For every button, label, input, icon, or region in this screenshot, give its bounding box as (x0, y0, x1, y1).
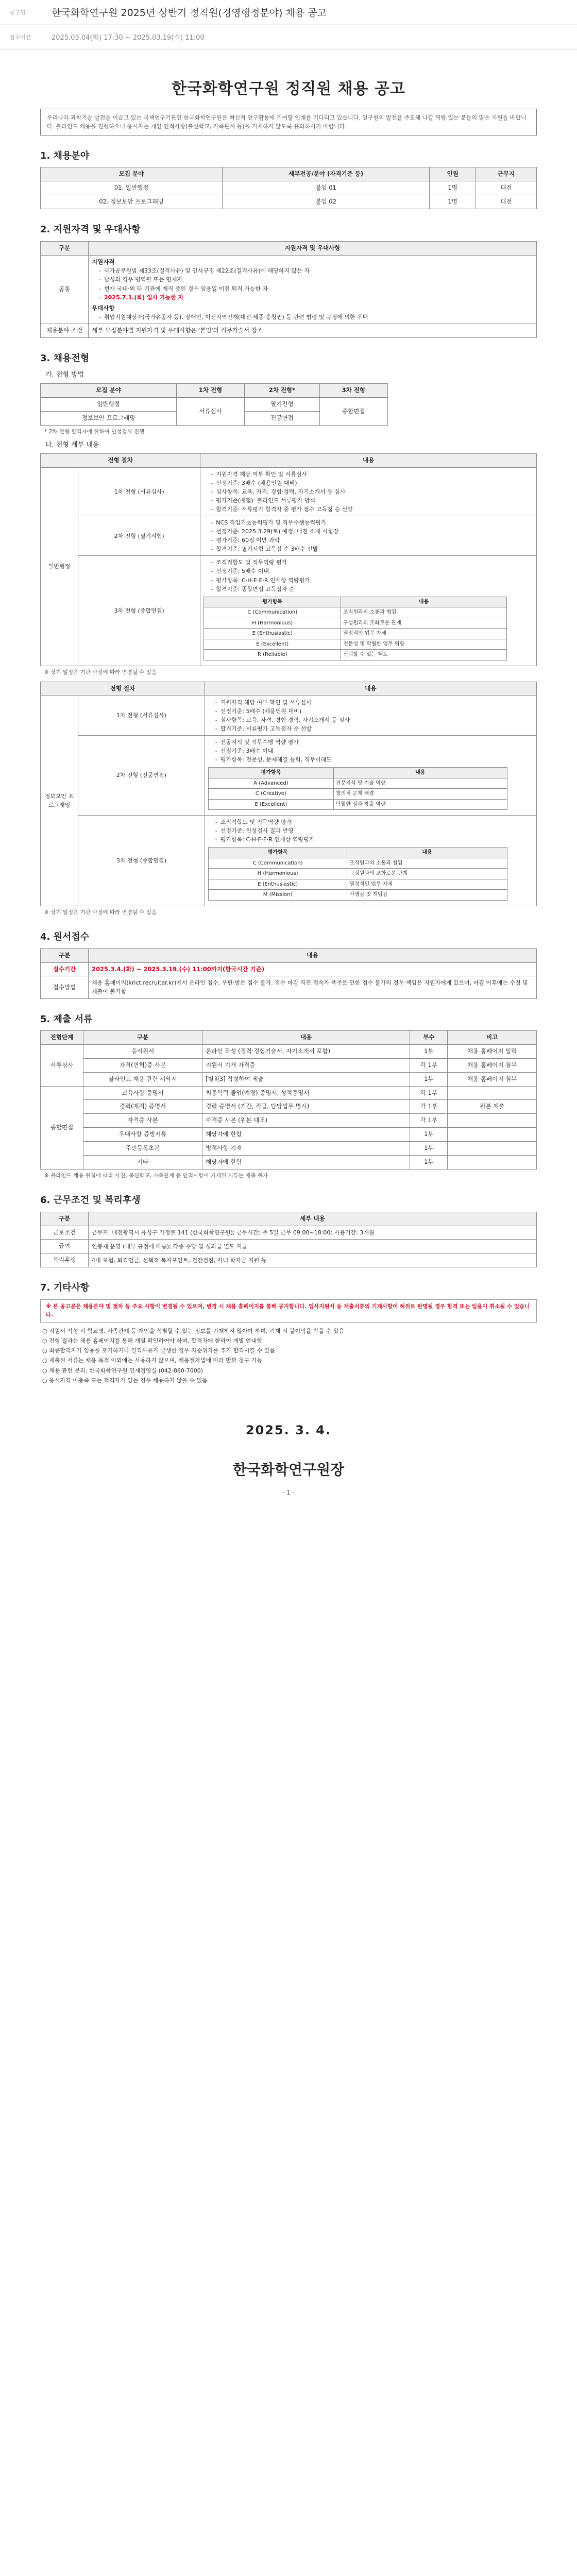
evaluation-desc: 신뢰할 수 있는 태도 (341, 650, 507, 660)
evaluation-header-row (204, 597, 507, 607)
table-row (41, 1155, 537, 1169)
method-stage-3: 종합면접 (319, 398, 387, 426)
table-row (41, 1240, 537, 1253)
app-period-label: 접수기간 (41, 962, 89, 976)
etc-item-text: 지원서 작성 시 학교명, 가족관계 등 개인을 식별할 수 있는 정보를 기재하지 않아야 하며, 기재 시 불이익을 받을 수 있음 (49, 1328, 344, 1335)
section-5-heading: 5. 제출 서류 (40, 1013, 93, 1025)
evaluation-row (204, 629, 507, 639)
doc-type: 블라인드 채용 관련 서약서 (83, 1072, 202, 1086)
stage-group-label: 정보보안 프로그래밍 (41, 696, 78, 906)
evaluation-row (204, 650, 507, 660)
section-3-heading: 3. 채용전형 (40, 353, 90, 364)
evaluation-row (204, 639, 507, 650)
detail-header-content: 내용 (200, 454, 537, 468)
evaluation-row (208, 869, 507, 879)
method-stage-1: 서류심사 (177, 398, 245, 426)
page-number: - 1 - (282, 1489, 295, 1497)
field-cell: 1명 (430, 195, 476, 209)
evaluation-desc: 구성원과의 조화로운 관계 (341, 618, 507, 629)
table-row (41, 195, 537, 209)
stage-item: - 평가항목: C·H·E·E·R 인재상 역량평가 (215, 835, 533, 844)
field-cell: 1명 (430, 181, 476, 195)
meta-title-row (0, 0, 577, 25)
evaluation-item: H (Harmonious) (204, 618, 341, 629)
meta-title-value: 한국화학연구원 2025년 상반기 정직원(경영행정분야) 채용 공고 (52, 7, 327, 19)
table-row (41, 1072, 537, 1086)
evaluation-header-row (208, 848, 507, 858)
evaluation-row (208, 858, 507, 869)
evaluation-item: E (Enthusiastic) (208, 879, 347, 890)
doc-desc: 해당자에 한함 (202, 1128, 410, 1142)
evaluation-header: 평가항목 (208, 768, 333, 778)
stage-item: - 선정기준: 2025.3.29(토) 예정, 대전 소재 시험장 (211, 527, 533, 536)
app-method-label: 접수방법 (41, 976, 89, 998)
doc-count: 1부 (410, 1072, 448, 1086)
stage-name: 3차 전형 (종합면접) (78, 556, 200, 666)
table-row (41, 1100, 537, 1114)
doc-title: 한국화학연구원 정직원 채용 공고 (171, 80, 406, 98)
stage-item: - 평가기준(배점): 블라인드 서류평가 방식 (211, 496, 533, 505)
app-method-text: 채용 홈페이지(krict.recruiter.kr)에서 온라인 접수, 우편·방문 접수 불가. 접수 마감 직전 접속자 폭주로 인한 접수 불가의 경우 책임은 지원자에게 있으며, 마감 이후에는 수정 및 제출이 불가함 (89, 976, 537, 998)
doc-header-1: 구분 (83, 1031, 202, 1045)
stage-item: - 선정기준: 인성검사 결과 반영 (215, 826, 533, 835)
admin-detail-note: ※ 상기 일정은 기관 사정에 따라 변경될 수 있음 (44, 669, 157, 675)
evaluation-header-row (208, 768, 507, 778)
doc-remark (448, 1141, 537, 1155)
doc-count: 각 1부 (410, 1114, 448, 1128)
selection-method-subheading: 가. 전형 방법 (45, 371, 84, 379)
section-1-heading: 1. 채용분야 (40, 150, 90, 161)
qual-common-cell (89, 255, 537, 324)
condition-detail: 4대 보험, 퇴직연금, 선택적 복지포인트, 건강검진, 자녀 학자금 지원 등 (89, 1253, 537, 1267)
selection-detail-subheading: 나. 전형 세부 내용 (45, 441, 99, 449)
qual-title: 지원자격 (92, 258, 115, 265)
meta-period-row (0, 25, 577, 49)
evaluation-row (208, 879, 507, 890)
stage-items (208, 698, 533, 733)
evaluation-item: E (Excellent) (208, 799, 333, 810)
doc-remark: 채용 홈페이지 입력 (448, 1045, 537, 1059)
section-4-heading: 4. 원서접수 (40, 931, 90, 942)
selection-detail-admin-table (40, 453, 537, 666)
evaluation-row (208, 778, 507, 789)
stage-item: - 평가기준: 60점 미만 과락 (211, 536, 533, 545)
field-cell: 붙임 01 (223, 181, 430, 195)
stage-row (41, 556, 537, 666)
method-field-2: 정보보안 프로그래밍 (41, 411, 177, 425)
evaluation-row (204, 607, 507, 618)
documents-table (40, 1030, 537, 1169)
evaluation-table (208, 767, 507, 810)
selection-detail-security-table (40, 682, 537, 906)
field-header-0: 모집 분야 (41, 167, 223, 181)
security-detail-note: ※ 상기 일정은 기관 사정에 따라 변경될 수 있음 (44, 909, 157, 916)
doc-stage-label: 서류심사 (41, 1045, 83, 1086)
field-header-1: 세부전공/분야 (자격기준 등) (223, 167, 430, 181)
doc-desc: 온라인 작성 (경력·경험기술서, 자기소개서 포함) (202, 1045, 410, 1059)
doc-remark (448, 1114, 537, 1128)
qual-field-label: 채용분야 조건 (41, 324, 89, 338)
stage-group-label: 일반행정 (41, 467, 78, 666)
meta-title-label: 공고명 (9, 9, 26, 16)
etc-item-text: 응시자격 미충족 또는 적격자가 없는 경우 채용하지 않을 수 있음 (49, 1377, 208, 1384)
table-row (41, 1128, 537, 1142)
section-7-heading: 7. 기타사항 (40, 1282, 90, 1293)
table-row (41, 1045, 537, 1059)
method-stage-2b: 전공면접 (245, 411, 320, 425)
selection-method-note: * 2차 전형 합격자에 한하여 인성검사 진행 (44, 428, 145, 435)
condition-detail: 근무지: 대전광역시 유성구 가정로 141 (한국화학연구원); 근무시간: 주 5일 근무 09:00~18:00; 시용기간: 3개월 (89, 1226, 537, 1240)
etc-warning-box (40, 1299, 537, 1323)
stage-item: - 조직적합도 및 직무역량 평가 (215, 818, 533, 826)
qual-header-content: 지원자격 및 우대사항 (89, 241, 537, 255)
stage-items (203, 518, 533, 553)
field-header-3: 근무지 (476, 167, 536, 181)
evaluation-desc: 전문지식 및 기술 역량 (333, 778, 507, 789)
qual-item: - 현재 국내·외 타 기관에 재직 중인 경우 임용일 이전 퇴직 가능한 자 (99, 284, 533, 293)
notice-meta-header (0, 0, 577, 50)
doc-desc: 자격증 사본 (원본 대조) (202, 1114, 410, 1128)
stage-items (208, 818, 533, 844)
evaluation-row (208, 890, 507, 901)
stage-content (205, 735, 536, 815)
detail-header-stage: 전형 절차 (41, 454, 200, 468)
evaluation-desc: 조직원과의 소통과 협업 (347, 858, 507, 869)
method-header-2: 2차 전형* (245, 384, 320, 398)
stage-content (205, 696, 536, 735)
field-cell: 01. 일반행정 (41, 181, 223, 195)
stage-item: - 합격기준: 필기시험 고득점 순 3배수 선발 (211, 545, 533, 553)
evaluation-item: A (Advanced) (208, 778, 333, 789)
etc-item: ○ 지원서 작성 시 학교명, 가족관계 등 개인을 식별할 수 있는 정보를 기재하지 않아야 하며, 기재 시 불이익을 받을 수 있음 (42, 1328, 344, 1335)
doc-header-4: 비고 (448, 1031, 537, 1045)
stage-item: - 합격기준: 종합면접 고득점자 순 (211, 585, 533, 594)
evaluation-row (204, 618, 507, 629)
table-row (41, 1253, 537, 1267)
stage-item: - 전공지식 및 직무수행 역량 평가 (215, 738, 533, 747)
issuer-signature: 한국화학연구원장 (232, 1461, 345, 1478)
doc-type: 주민등록초본 (83, 1141, 202, 1155)
doc-desc: 해당자에 한함 (202, 1155, 410, 1169)
field-header-2: 인원 (430, 167, 476, 181)
field-cell: 대전 (476, 181, 536, 195)
stage-item: - 조직적합도 및 직무역량 평가 (211, 558, 533, 567)
evaluation-header: 평가항목 (204, 597, 341, 607)
evaluation-desc: 구성원과의 조화로운 관계 (347, 869, 507, 879)
evaluation-desc: 전문성 및 탁월한 업무 역량 (341, 639, 507, 650)
etc-item: ○ 채용 관련 문의: 한국화학연구원 인재경영실 (042-860-7000) (42, 1367, 203, 1374)
pref-items (92, 313, 533, 321)
condition-detail: 연봉제 운영 (내부 규정에 따름); 각종 수당 및 성과급 별도 지급 (89, 1240, 537, 1253)
etc-item: ○ 제출된 서류는 채용 목적 이외에는 사용하지 않으며, 채용절차법에 따라 반환 청구 가능 (42, 1357, 262, 1364)
stage-row (41, 467, 537, 516)
etc-items (40, 1327, 537, 1384)
field-cell: 02. 정보보안 프로그래밍 (41, 195, 223, 209)
table-row (41, 1141, 537, 1155)
doc-header-2: 내용 (202, 1031, 410, 1045)
documents-note: ※ 블라인드 채용 원칙에 따라 사진, 출신학교, 가족관계 등 인적사항이 기재된 서류는 제출 불가 (44, 1172, 268, 1179)
table-row (41, 181, 537, 195)
section-6-heading: 6. 근무조건 및 복리후생 (40, 1194, 141, 1206)
doc-type: 교육사항 증명서 (83, 1086, 202, 1100)
stage-content (200, 467, 537, 516)
evaluation-table (208, 847, 507, 901)
doc-header-3: 부수 (410, 1031, 448, 1045)
stage-content (200, 516, 537, 556)
stage-row (41, 816, 537, 906)
doc-count: 1부 (410, 1141, 448, 1155)
evaluation-desc: 열정적인 업무 자세 (341, 629, 507, 639)
app-header-content: 내용 (89, 948, 537, 962)
evaluation-item: C (Creative) (208, 789, 333, 800)
evaluation-header: 내용 (333, 768, 507, 778)
qual-item: - 남성의 경우 병역필 또는 면제자 (99, 275, 533, 284)
stage-item: - 심사항목: 교육, 자격, 경험·경력, 자기소개서 등 심사 (215, 716, 533, 724)
etc-item-text: 최종합격자가 임용을 포기하거나 결격사유가 발생한 경우 차순위자를 추가 합격시킬 수 있음 (49, 1347, 275, 1354)
qual-items (92, 266, 533, 293)
notice-date: 2025. 3. 4. (245, 1422, 332, 1437)
evaluation-item: E (Excellent) (204, 639, 341, 650)
application-table (40, 948, 537, 999)
evaluation-row (208, 789, 507, 800)
evaluation-desc: 창의적 문제 해결 (333, 789, 507, 800)
doc-header-0: 전형단계 (41, 1031, 83, 1045)
qual-common-label: 공통 (41, 255, 89, 324)
doc-type: 응시원서 (83, 1045, 202, 1059)
stage-row (41, 516, 537, 556)
stage-item: - 합격기준: 서류평가 고득점자 순 선발 (215, 724, 533, 733)
stage-items (203, 558, 533, 593)
section-2-heading: 2. 지원자격 및 우대사항 (40, 224, 141, 235)
qualification-table (40, 241, 537, 338)
evaluation-desc: 조직원과의 소통과 협업 (341, 607, 507, 618)
table-row (41, 1114, 537, 1128)
doc-count: 1부 (410, 1155, 448, 1169)
doc-count: 1부 (410, 1045, 448, 1059)
stage-item: - 합격기준: 서류평가 합격자 중 평가 점수 고득점 순 선발 (211, 505, 533, 514)
etc-item-text: 채용 관련 문의: 한국화학연구원 인재경영실 (042-860-7000) (49, 1367, 203, 1374)
evaluation-desc: 탁월한 성과 창출 역량 (333, 799, 507, 810)
notice-document (40, 77, 537, 1498)
field-cell: 붙임 02 (223, 195, 430, 209)
doc-remark (448, 1086, 537, 1100)
conditions-table (40, 1212, 537, 1267)
evaluation-item: H (Harmonious) (208, 869, 347, 879)
stage-name: 1차 전형 (서류심사) (78, 467, 200, 516)
meta-period-label: 접수기간 (9, 33, 31, 41)
cond-header-type: 구분 (41, 1212, 89, 1226)
condition-type: 근로조건 (41, 1226, 89, 1240)
method-header-3: 3차 전형 (319, 384, 387, 398)
evaluation-row (208, 799, 507, 810)
stage-items (208, 738, 533, 764)
stage-row (41, 696, 537, 735)
etc-item-text: 전형 결과는 채용 홈페이지를 통해 개별 확인하여야 하며, 합격자에 한하여 개별 안내함 (49, 1337, 262, 1345)
qual-highlight: 2025.7.1.(화) 입사 가능한 자 (104, 294, 184, 301)
detail-header-stage-2: 전형 절차 (41, 682, 205, 696)
doc-type: 우대사항 증빙서류 (83, 1128, 202, 1142)
doc-desc: 최종학력 졸업(예정) 증명서, 성적증명서 (202, 1086, 410, 1100)
stage-item: - 선정기준: 3배수 (채용인원 대비) (211, 479, 533, 487)
field-cell: 대전 (476, 195, 536, 209)
evaluation-table (203, 597, 507, 660)
etc-item: ○ 응시자격 미충족 또는 적격자가 없는 경우 채용하지 않을 수 있음 (42, 1377, 208, 1384)
evaluation-item: C (Communication) (204, 607, 341, 618)
pref-title: 우대사항 (92, 304, 115, 312)
app-header-type: 구분 (41, 948, 89, 962)
table-row (41, 1086, 537, 1100)
stage-item: - NCS 직업기초능력평가 및 직무수행능력평가 (211, 518, 533, 527)
evaluation-item: C (Communication) (208, 858, 347, 869)
doc-desc: 경력 증명서 (기간, 직급, 담당업무 명시) (202, 1100, 410, 1114)
evaluation-item: M (Mission) (208, 890, 347, 901)
doc-type: 경력(재직) 증명서 (83, 1100, 202, 1114)
method-header-0: 모집 분야 (41, 384, 177, 398)
stage-row (41, 735, 537, 815)
selection-method-table (40, 383, 388, 425)
etc-item: ○ 최종합격자가 임용을 포기하거나 결격사유가 발생한 경우 차순위자를 추가 합격시킬 수 있음 (42, 1347, 275, 1354)
table-row (41, 1226, 537, 1240)
qual-field-text: 세부 모집분야별 지원자격 및 우대사항은 '붙임'의 직무기술서 참조 (89, 324, 537, 338)
evaluation-item: R (Reliable) (204, 650, 341, 660)
doc-count: 1부 (410, 1128, 448, 1142)
doc-remark (448, 1128, 537, 1142)
stage-name: 1차 전형 (서류심사) (78, 696, 205, 735)
condition-type: 복리후생 (41, 1253, 89, 1267)
cond-header-content: 세부 내용 (89, 1212, 537, 1226)
doc-count: 각 1부 (410, 1086, 448, 1100)
doc-stage-label: 종합면접 (41, 1086, 83, 1169)
method-stage-2a: 필기전형 (245, 398, 320, 412)
pref-item: - 취업지원대상자(국가유공자 등), 장애인, 이전지역인재(대전·세종·충청권) 등 관련 법령 및 규정에 의한 우대 (99, 313, 533, 321)
qual-header-type: 구분 (41, 241, 89, 255)
stage-name: 3차 전형 (종합면접) (78, 816, 205, 906)
etc-item-text: 제출된 서류는 채용 목적 이외에는 사용하지 않으며, 채용절차법에 따라 반환 청구 가능 (49, 1357, 262, 1364)
doc-desc: 병적사항 기재 (202, 1141, 410, 1155)
doc-desc: 지원서 기재 자격증 (202, 1059, 410, 1073)
etc-warning-text: ※ 본 공고문은 채용분야 및 절차 등 주요 사항이 변경될 수 있으며, 변경 시 채용 홈페이지를 통해 공지합니다. 입사지원서 등 제출서류의 기재사항이 허위로 판명될 경우 합격 또는 임용이 취소될 수 있습니다. (46, 1303, 530, 1318)
stage-item: - 선정기준: 5배수 (채용인원 대비) (215, 707, 533, 716)
doc-remark: 원본 제출 (448, 1100, 537, 1114)
meta-period-value: 2025.03.04(화) 17:30 ~ 2025.03.19(수) 11:00 (52, 34, 205, 42)
stage-item: - 평가항목: C·H·E·E·R 인재상 역량평가 (211, 576, 533, 585)
condition-type: 급여 (41, 1240, 89, 1253)
doc-intro: 우리나라 과학기술 발전을 이끌고 있는 국책연구기관인 한국화학연구원은 혁신적 연구활동에 기여할 인재를 기다리고 있습니다. 연구원의 발전을 주도해 나갈 역량 있는 분들의 많은 지원을 바랍니다. 블라인드 채용을 진행하오니 응시자는 개인 인적사항(출신학교, 가족관계 등)을 기재하지 않도록 유의하시기 바랍니다. (40, 109, 537, 135)
doc-count: 각 1부 (410, 1100, 448, 1114)
stage-content (205, 816, 536, 906)
stage-item: - 선정기준: 3배수 이내 (215, 747, 533, 755)
stage-item: - 선정기준: 5배수 이내 (211, 567, 533, 575)
qual-item: - 국가공무원법 제33조(결격사유) 및 인사규정 제22조(결격사유)에 해당하지 않는 자 (99, 266, 533, 275)
stage-name: 2차 전형 (필기시험) (78, 516, 200, 556)
stage-item: - 지원자격 해당 여부 확인 및 서류심사 (211, 470, 533, 479)
method-field-1: 일반행정 (41, 398, 177, 412)
evaluation-desc: 열정적인 업무 자세 (347, 879, 507, 890)
stage-items (203, 470, 533, 514)
detail-header-content-2: 내용 (205, 682, 536, 696)
evaluation-header: 평가항목 (208, 848, 347, 858)
table-row (41, 1059, 537, 1073)
doc-type: 자격(면허)증 사본 (83, 1059, 202, 1073)
evaluation-header: 내용 (341, 597, 507, 607)
stage-name: 2차 전형 (전공면접) (78, 735, 205, 815)
doc-count: 각 1부 (410, 1059, 448, 1073)
evaluation-header: 내용 (347, 848, 507, 858)
stage-item: - 지원자격 해당 여부 확인 및 서류심사 (215, 698, 533, 707)
method-header-1: 1차 전형 (177, 384, 245, 398)
doc-type: 기타 (83, 1155, 202, 1169)
doc-type: 자격증 사본 (83, 1114, 202, 1128)
doc-desc: [별첨3] 작성하여 제출 (202, 1072, 410, 1086)
etc-item: ○ 전형 결과는 채용 홈페이지를 통해 개별 확인하여야 하며, 합격자에 한하여 개별 안내함 (42, 1337, 262, 1345)
app-period-text: 2025.3.4.(화) ~ 2025.3.19.(수) 11:00까지(한국시간 기준) (89, 962, 537, 976)
stage-item: - 심사항목: 교육, 자격, 경험·경력, 자기소개서 등 심사 (211, 487, 533, 496)
doc-remark (448, 1155, 537, 1169)
stage-item: - 평가항목: 전문성, 문제해결 능력, 직무이해도 (215, 755, 533, 764)
recruit-field-table (40, 167, 537, 209)
stage-content (200, 556, 537, 666)
doc-remark: 채용 홈페이지 첨부 (448, 1059, 537, 1073)
doc-remark: 채용 홈페이지 첨부 (448, 1072, 537, 1086)
evaluation-item: E (Enthusiastic) (204, 629, 341, 639)
evaluation-desc: 사명감 및 책임감 (347, 890, 507, 901)
